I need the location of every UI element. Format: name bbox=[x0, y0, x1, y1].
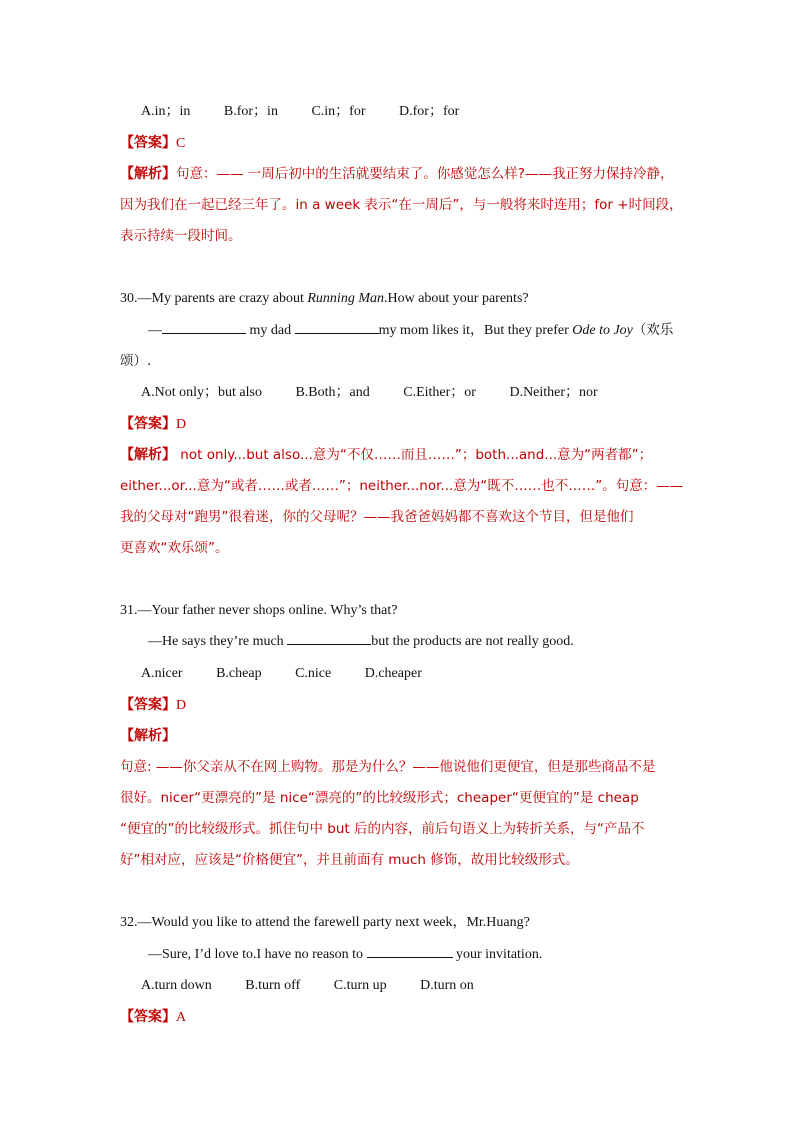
q30-analysis-line-3: 我的父母对“跑男”很着迷，你的父母呢？——我爸爸妈妈都不喜欢这个节目，但是他们 bbox=[120, 509, 634, 525]
q32-reply: —Sure, I’d love to.I have no reason to your invitation. bbox=[148, 947, 543, 962]
q30-blank-2 bbox=[295, 321, 379, 334]
q31-stem: 31.—Your father never shops online. Why’s that? bbox=[120, 603, 398, 618]
q30-reply: — my dad my mom likes it，But they prefer Ode to Joy（欢乐 bbox=[148, 322, 674, 338]
analysis-label: 【解析】 bbox=[120, 166, 176, 182]
q31-analysis-line-4: 好”相对应，应该是“价格便宜”，并且前面有 much 修饰，故用比较级形式。 bbox=[120, 852, 579, 868]
q30-reply-title: Ode to Joy bbox=[572, 323, 633, 338]
q32-blank bbox=[367, 945, 453, 958]
q31-option-b: B.cheap bbox=[216, 666, 262, 681]
q31-answer-value: D bbox=[176, 698, 187, 713]
q29-analysis-line-2: 因为我们在一起已经三年了。in a week 表示“在一周后”，与一般将来时连用；for +时间段， bbox=[120, 197, 683, 213]
q32-stem: 32.—Would you like to attend the farewell party next week，Mr.Huang? bbox=[120, 915, 530, 930]
q29-option-d: D.for；for bbox=[399, 104, 460, 119]
q31-answer bbox=[120, 695, 186, 716]
q31-option-c: C.nice bbox=[295, 666, 332, 681]
q30-option-a: A.Not only；but also bbox=[141, 385, 262, 400]
q29-option-b: B.for；in bbox=[223, 104, 278, 119]
answer-label: 【答案】 bbox=[120, 135, 176, 151]
q30-analysis-line-2: either...or...意为“或者……或者……”；neither...nor...意为“既不……也不……”。句意：—— bbox=[120, 478, 684, 494]
q32-answer bbox=[120, 1007, 186, 1028]
q32-option-a: A.turn down bbox=[141, 978, 212, 993]
q31-analysis-heading bbox=[120, 726, 176, 747]
q32-answer-value: A bbox=[176, 1010, 187, 1025]
q29-options bbox=[141, 102, 459, 122]
answer-label: 【答案】 bbox=[120, 416, 176, 432]
q29-analysis-line-1: 【解析】句意：—— 一周后初中的生活就要结束了。你感觉怎么样?——我正努力保持冷静， bbox=[120, 166, 674, 182]
q30-stem: 30.—My parents are crazy about Running Man.How about your parents? bbox=[120, 291, 529, 306]
q31-analysis-line-3: “便宜的”的比较级形式。抓住句中 but 后的内容，前后句语义上为转折关系，与“产品不 bbox=[120, 821, 645, 837]
q32-options bbox=[141, 976, 474, 996]
q32-option-c: C.turn up bbox=[333, 978, 387, 993]
q30-answer bbox=[120, 414, 186, 435]
q32-option-d: D.turn on bbox=[420, 978, 474, 993]
q31-analysis-line-2: 很好。nicer“更漂亮的”是 nice“漂亮的”的比较级形式；cheaper“更便宜的”是 cheap bbox=[120, 790, 639, 806]
q30-analysis-line-4: 更喜欢“欢乐颂”。 bbox=[120, 540, 229, 556]
q30-options bbox=[141, 383, 598, 403]
answer-label: 【答案】 bbox=[120, 697, 176, 713]
q29-analysis-line-3: 表示持续一段时间。 bbox=[120, 228, 242, 244]
q32-option-b: B.turn off bbox=[245, 978, 301, 993]
q30-title: Running Man bbox=[307, 291, 384, 306]
q30-option-b: B.Both；and bbox=[295, 385, 370, 400]
q30-analysis-line-1: 【解析】 not only...but also...意为“不仅……而且……”；both...and...意为“两者都”； bbox=[120, 447, 653, 463]
q30-option-c: C.Either；or bbox=[403, 385, 476, 400]
q31-option-d: D.cheaper bbox=[364, 666, 422, 681]
q31-options bbox=[141, 664, 422, 684]
q29-answer-value: C bbox=[176, 136, 186, 151]
q29-answer bbox=[120, 133, 185, 154]
answer-label: 【答案】 bbox=[120, 1009, 176, 1025]
q31-blank bbox=[287, 632, 371, 645]
q30-answer-value: D bbox=[176, 417, 187, 432]
q31-analysis-line-1: 句意: ——你父亲从不在网上购物。那是为什么？——他说他们更便宜，但是那些商品不是 bbox=[120, 759, 656, 775]
q30-blank-1 bbox=[162, 321, 246, 334]
analysis-label: 【解析】 bbox=[120, 447, 176, 463]
q30-option-d: D.Neither；nor bbox=[509, 385, 598, 400]
q30-reply-cont: 颂）. bbox=[120, 353, 152, 369]
q29-option-a: A.in；in bbox=[141, 104, 191, 119]
analysis-label: 【解析】 bbox=[120, 728, 176, 744]
q29-option-c: C.in；for bbox=[311, 104, 366, 119]
q31-reply: —He says they’re much but the products are not really good. bbox=[148, 634, 574, 649]
q31-option-a: A.nicer bbox=[141, 666, 183, 681]
